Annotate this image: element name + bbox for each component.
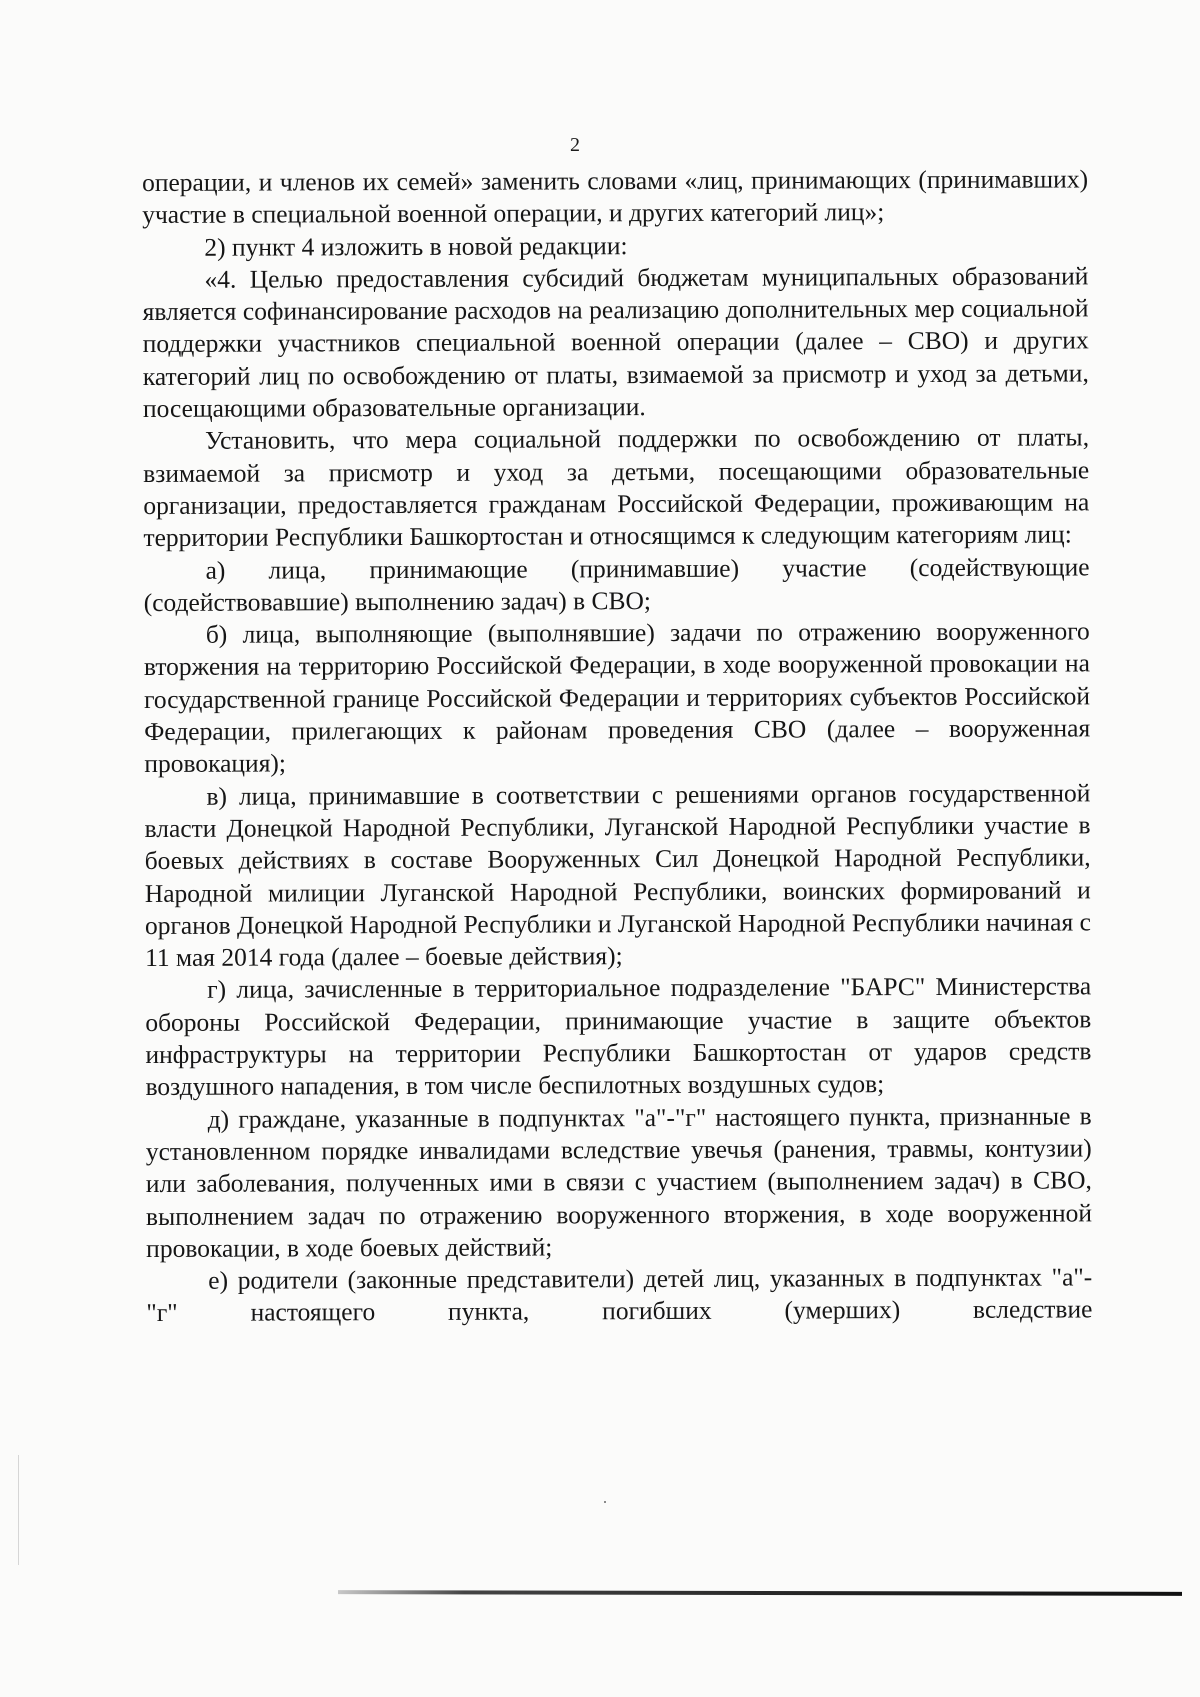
scan-artifact-edge (18, 1455, 19, 1565)
paragraph-continuation: операции, и членов их семей» заменить словами «лиц, принимающих (принимавших) участие в специальной военной операции, и других категорий лиц»; (142, 164, 1089, 230)
document-body (142, 163, 1092, 1329)
paragraph-item-2: 2) пункт 4 изложить в новой редакции: (204, 230, 628, 262)
paragraph-subitem-d: д) граждане, указанные в подпунктах "а"-"г" настоящего пункта, признанные в установленном порядке инвалидами вследствие увечья (ранения, травмы, контузии) или заболевания, полученных ими в связи с участием (выполнением задач) в СВО, выполнением задач по отражению вооруженного вторжения, в ходе вооруженной провокации, в ходе боевых действий; (145, 1100, 1093, 1263)
paragraph-subitem-e: е) родители (законные представители) детей лиц, указанных в подпунктах "а"-"г" настоящего пункта, погибших (умерших) вследствие (146, 1262, 1093, 1328)
paragraph-point-4: «4. Целью предоставления субсидий бюджетам муниципальных образований является софинансирование расходов на реализацию дополнительных мер социальной поддержки участников специальной военной операции (далее – СВО) и других категорий лиц по освобождению от платы, взимаемой за присмотр и уход за детьми, посещающими образовательные организации. (142, 261, 1089, 424)
paragraph-subitem-b: б) лица, выполняющие (выполнявшие) задачи по отражению вооруженного вторжения на территорию Российской Федерации, в ходе вооруженной провокации на государственной границе Российской Федерации и территориях субъектов Российской Федерации, прилегающих к районам проведения СВО (далее – вооруженная провокация); (143, 616, 1091, 779)
paragraph-subitem-g: г) лица, зачисленные в территориальное подразделение "БАРС" Министерства обороны Российской Федерации, принимающие участие в защите объектов инфраструктуры на территории Республики Башкортостан от ударов средств воздушного нападения, в том числе беспилотных воздушных судов; (145, 971, 1092, 1102)
paragraph-subitem-v: в) лица, принимавшие в соответствии с решениями органов государственной власти Донецкой Народной Республики, Луганской Народной Республики участие в боевых действиях в составе Вооруженных Сил Донецкой Народной Республики, Народной милиции Луганской Народной Республики, воинских формирований и органов Донецкой Народной Республики и Луганской Народной Республики начиная с 11 мая 2014 года (далее – боевые действия); (144, 778, 1091, 973)
scan-artifact-dot (604, 1501, 606, 1503)
page-number: 2 (570, 134, 580, 156)
scan-artifact-bottom-line (338, 1590, 1182, 1596)
paragraph-subitem-a: а) лица, принимающие (принимавшие) участие (содействующие (содействовавшие) выполнению задач) в СВО; (143, 551, 1090, 617)
paragraph-establish: Установить, что мера социальной поддержки по освобождению от платы, взимаемой за присмотр и уход за детьми, посещающими образовательные организации, предоставляется гражданам Российской Федерации, проживающим на территории Республики Башкортостан и относящимся к следующим категориям лиц: (143, 422, 1090, 553)
